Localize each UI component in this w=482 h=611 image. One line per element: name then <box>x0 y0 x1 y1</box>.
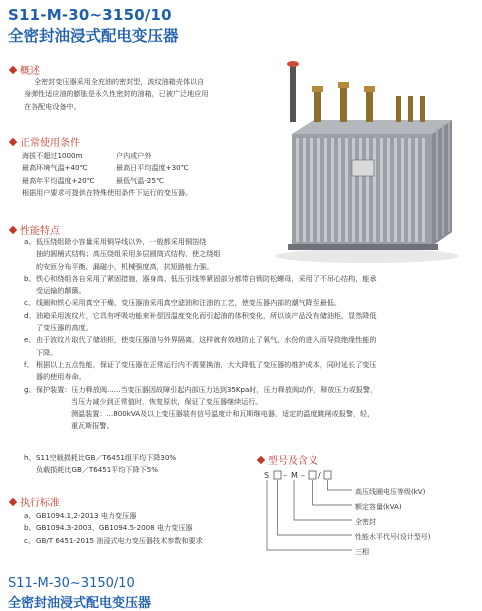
model-label: 高压线圈电压等级(kV) <box>355 488 426 496</box>
conditions-note: 根据用户要求可提供在特殊使用条件下运行的变压器。 <box>22 187 193 197</box>
condition-row: 最高年平均温度+20℃ 最低气温-25℃ <box>22 175 164 185</box>
diamond-bullet-icon <box>9 497 17 505</box>
feature-item: c、 线圈和铁心采用真空干燥，变压器油采用真空滤油和注油的工艺，使变压器内部的潮气降至最低。 <box>24 297 474 309</box>
item-marker: g、 <box>24 384 36 394</box>
svg-text:–: – <box>283 471 287 480</box>
feature-item: e、 由于波纹片取代了储油柜，使变压器油与外界隔离，这样就有效地防止了氧气、水份的进入而导致绝缘性能的 下降。 <box>24 334 474 359</box>
model-label: 性能水平代号(设计型号) <box>355 533 431 541</box>
footer-name: 全密封油浸式配电变压器 <box>8 596 152 611</box>
svg-text:S: S <box>264 471 270 480</box>
svg-text:–: – <box>301 471 305 480</box>
item-marker: d、 <box>24 310 36 320</box>
item-marker: b、 <box>24 273 36 283</box>
conditions-table <box>22 150 262 199</box>
model-label: 三相 <box>355 548 369 556</box>
condition-row: 海拔不超过1000m 户内或户外 <box>22 151 152 160</box>
standard-item: b、 GB1094.3-2003、GB1094.5-2008 电力变压器 <box>24 523 193 533</box>
features-heading: 性能特点 <box>10 222 60 237</box>
model-labels <box>355 487 430 562</box>
page-title-model: S11-M-30~3150/10 <box>8 6 172 24</box>
standard-item: a、 GB1094.1,2-2013 电力变压器 <box>24 511 137 520</box>
feature-item: g、 保护装置：压力释放阀......当变压器因故障引起内部压力达到35Kpa时，压力释放阀动作，释放压力或报警， 当压力减少到正常值时，恢复原状，保证了变压器继续运行。 测温装置：...800kVA及以上变压器装有信号温度计和瓦斯继电器，适定的温度跳闸或报警，轻， 重瓦斯报警。 <box>24 384 474 433</box>
item-marker: c、 <box>24 298 35 308</box>
item-marker: e、 <box>24 335 36 345</box>
feature-item: a、 低压绕组除小容量采用铜导线以外，一般都采用铜箔绕 抽的圆桶式结构；高压绕组采用多层圆筒式结构，使之绕组 的安匝分布平衡，漏磁小，机械强度高，抗短路能力强。 <box>24 236 474 273</box>
model-label: 全密封 <box>355 518 376 526</box>
overview-line: 身弹性适应油的膨胀是永久性密封的油箱，已被广泛地应用 <box>24 89 209 99</box>
item-marker: f、 <box>24 359 34 369</box>
item-marker: h、 <box>24 453 36 462</box>
diamond-bullet-icon <box>9 65 17 73</box>
overview-line: 在各配电设备中。 <box>24 101 81 111</box>
transformer-image <box>256 56 478 266</box>
standards-list <box>24 510 203 547</box>
diamond-bullet-icon <box>9 137 17 145</box>
feature-item: b、 铁心和绕组各自采用了紧固措施，器身高、低压引线等紧固部分都带自锁防松螺母，采用了不吊心结构，能承 受运输的颠簸。 <box>24 273 474 298</box>
page-title-name: 全密封油浸式配电变压器 <box>8 27 179 45</box>
svg-text:/: / <box>318 471 321 480</box>
item-marker: a、 <box>24 237 36 246</box>
feature-item: d、 油箱采用波纹片，它具有呼吸功能来补偿因温度变化而引起油的体积变化，所以该产品没有储油柜，显然降低 了变压器的高度。 <box>24 310 474 335</box>
standard-item: c、 GB/T 6451-2015 油浸式电力变压器技术参数和要求 <box>24 535 203 545</box>
overview-line: 全密封变压器采用全充油的密封型，波纹油箱壳体以自 <box>34 77 205 86</box>
condition-row: 最高环境气温+40℃ 最高日平均温度+30℃ <box>22 163 189 173</box>
diamond-bullet-icon <box>257 455 265 463</box>
conditions-heading: 正常使用条件 <box>10 134 80 149</box>
footer-model: S11-M-30~3150/10 <box>8 576 135 591</box>
diamond-bullet-icon <box>9 225 17 233</box>
overview-heading: 概述 <box>10 62 40 77</box>
features-list <box>24 236 474 433</box>
model-heading: 型号及含义 <box>258 452 318 467</box>
overview-body <box>24 76 208 113</box>
feature-item: f、 根据以上五点性能，保证了变压器在正常运行内不需要换油，大大降低了变压器的维护成本，同时延长了变压 器的使用寿命。 <box>24 359 474 384</box>
standards-heading: 执行标准 <box>10 494 60 509</box>
model-label: 额定容量(kVA) <box>355 503 402 511</box>
feature-item-h: h、 S11空载损耗比GB／T6451组平均下降30% 负载损耗比GB／T6451平均下降下5% <box>24 452 176 477</box>
svg-text:M: M <box>291 471 298 480</box>
